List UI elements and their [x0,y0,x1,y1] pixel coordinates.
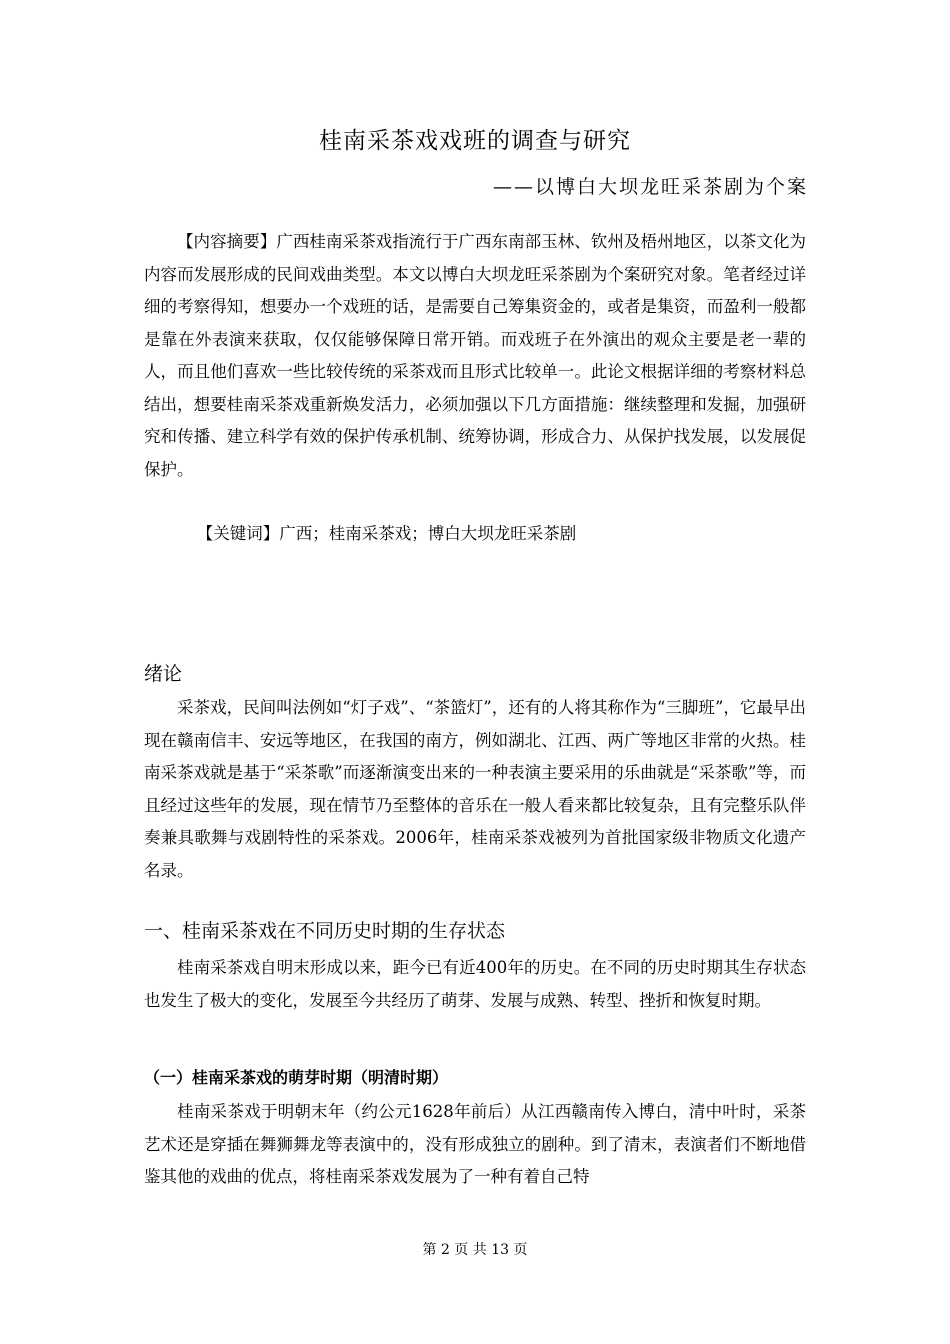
section1-heading: 一、桂南采茶戏在不同历史时期的生存状态 [144,920,506,942]
keywords-label: 【关键词】 [196,524,280,543]
section1-1-paragraph: 桂南采茶戏于明朝末年（约公元1628年前后）从江西赣南传入博白，清中叶时，采茶艺术还是穿插在舞狮舞龙等表演中的，没有形成独立的剧种。到了清末，表演者们不断地借鉴其他的戏曲的优点，将桂南采茶戏发展为了一种有着自己特 [144,1102,806,1186]
keywords-text: 广西；桂南采茶戏；博白大坝龙旺采茶剧 [279,524,577,543]
abstract-paragraph [144,226,806,518]
intro-heading: 绪论 [144,663,183,685]
keywords-paragraph [144,518,806,551]
document-title: 桂南采茶戏戏班的调查与研究 [319,128,631,154]
section1-1-heading: （一）桂南采茶戏的萌芽时期（明清时期） [144,1068,449,1087]
page-footer: 第 2 页 共 13 页 [422,1242,528,1258]
document-subtitle: ——以博白大坝龙旺采茶剧为个案 [492,176,808,198]
abstract-text: 广西桂南采茶戏指流行于广西东南部玉林、钦州及梧州地区，以茶文化为内容而发展形成的民间戏曲类型。本文以博白大坝龙旺采茶剧为个案研究对象。笔者经过详细的考察得知，想要办一个戏班的话，是需要自己筹集资金的，或者是集资，而盈利一般都是靠在外表演来获取，仅仅能够保障日常开销。而戏班子在外演出的观众主要是老一辈的人，而且他们喜欢一些比较传统的采茶戏而且形式比较单一。此论文根据详细的考察材料总结出，想要桂南采茶戏重新焕发活力，必须加强以下几方面措施：继续整理和发掘，加强研究和传播、建立科学有效的保护传承机制、统筹协调，形成合力、从保护找发展，以发展促保护。 [144,232,807,479]
abstract-label: 【内容摘要】 [177,232,277,251]
intro-paragraph: 采茶戏，民间叫法例如“灯子戏”、“茶篮灯”，还有的人将其称作为“三脚班”，它最早出现在赣南信丰、安远等地区，在我国的南方，例如湖北、江西、两广等地区非常的火热。桂南采茶戏就是基于“采茶歌”而逐渐演变出来的一种表演主要采用的乐曲就是“采茶歌”等，而且经过这些年的发展，现在情节乃至整体的音乐在一般人看来都比较复杂，且有完整乐队伴奏兼具歌舞与戏剧特性的采茶戏。2006年，桂南采茶戏被列为首批国家级非物质文化遗产名录。 [144,698,806,880]
section1-paragraph: 桂南采茶戏自明末形成以来，距今已有近400年的历史。在不同的历史时期其生存状态也发生了极大的变化，发展至今共经历了萌芽、发展与成熟、转型、挫折和恢复时期。 [144,958,806,1010]
